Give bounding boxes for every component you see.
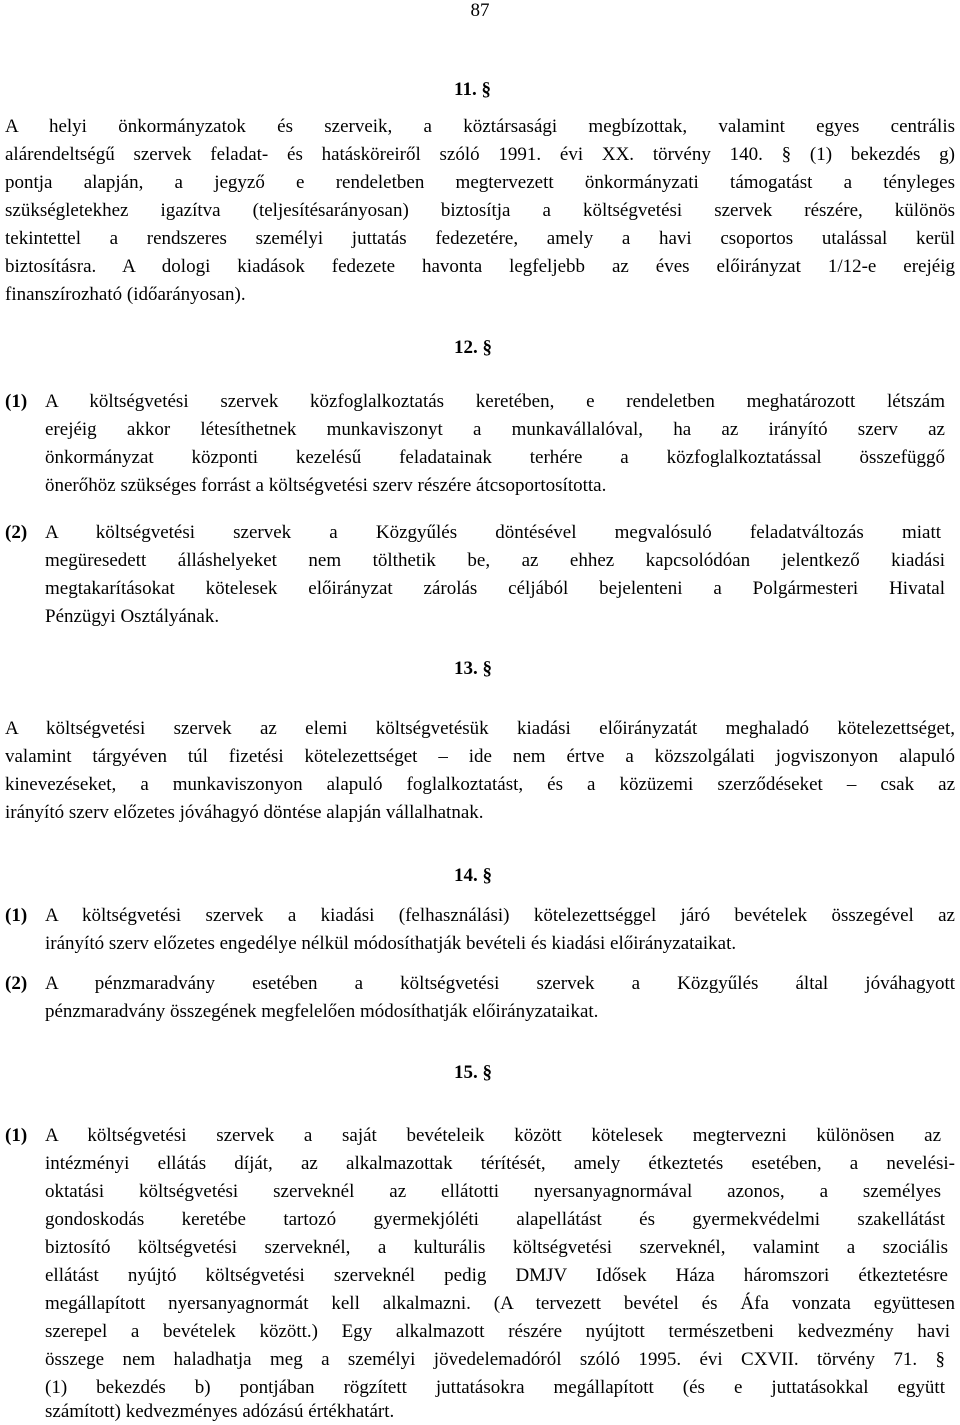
text-line: intézményi ellátás díját, az alkalmazottak térítését, amely étkeztetés esetében, a nevelési- (45, 1153, 955, 1174)
text-line: A költségvetési szervek közfoglalkoztatás keretében, e rendeletben meghatározott létszám (45, 391, 945, 412)
text-line: biztosításra. A dologi kiadások fedezete havonta legfeljebb az éves előirányzat 1/12-e erejéig (5, 256, 955, 277)
text-line: Pénzügyi Osztályának. (45, 606, 220, 627)
text-line: A költségvetési szervek az elemi költségvetésük kiadási előirányzatát meghaladó kötelezettséget, (5, 718, 955, 739)
text-line: valamint tárgyéven túl fizetési kötelezettséget – ide nem értve a közszolgálati jogviszonyon alapuló (5, 746, 955, 767)
text-line: A helyi önkormányzatok és szerveik, a köztársasági megbízottak, valamint egyes centrális (5, 116, 955, 137)
paragraph-marker: (2) (5, 522, 28, 543)
text-line: megállapított nyersanyagnormát kell alkalmazni. (A tervezett bevétel és Áfa vonzata együttesen (45, 1293, 955, 1314)
section-heading-13: 13. § (454, 658, 492, 679)
text-line: pontja alapján, a jegyző e rendeletben megtervezett önkormányzati támogatást a tényleges (5, 172, 955, 193)
text-line: megüresedett álláshelyeket nem tölthetik be, az ehhez kapcsolódóan jelentkező kiadási (45, 550, 945, 571)
text-line: biztosító költségvetési szerveknél, a kulturális költségvetési szerveknél, valamint a szociális (45, 1237, 948, 1258)
text-line: irányító szerv előzetes engedélye nélkül módosíthatják bevételi és kiadási előirányzataikat. (45, 933, 737, 954)
section-heading-14: 14. § (454, 865, 492, 886)
text-line: oktatási költségvetési szerveknél az ellátotti nyersanyagnormával azonos, a személyes (45, 1181, 941, 1202)
text-line: összege nem haladhatja meg a személyi jövedelemadóról szóló 1995. évi CXVII. törvény 71. § (45, 1349, 945, 1370)
text-line: erejéig akkor létesíthetnek munkaviszonyt a munkavállalóval, ha az irányító szerv az (45, 419, 945, 440)
paragraph-marker: (2) (5, 973, 28, 994)
text-line: A pénzmaradvány esetében a költségvetési szervek a Közgyűlés által jóváhagyott (45, 973, 955, 994)
paragraph-marker: (1) (5, 1125, 28, 1146)
text-line: számított) kedvezményes adózású értékhatárt. (45, 1401, 395, 1422)
page-number: 87 (470, 0, 490, 21)
text-line: szerepel a bevételek között.) Egy alkalmazott részére nyújtott természetbeni kedvezmény havi (45, 1321, 950, 1342)
text-line: irányító szerv előzetes jóváhagyó döntése alapján vállalhatnak. (5, 802, 484, 823)
text-line: megtakarításokat kötelesek előirányzat zárolás céljából bejelenteni a Polgármesteri Hivatal (45, 578, 945, 599)
text-line: pénzmaradvány összegének megfelelően módosíthatják előirányzataikat. (45, 1001, 599, 1022)
text-line: tekintettel a rendszeres személyi juttatás fedezetére, amely a havi csoportos utalással kerül (5, 228, 955, 249)
text-line: kinevezéseket, a munkaviszonyon alapuló foglalkoztatást, és a közüzemi szerződéseket – csak az (5, 774, 955, 795)
text-line: A költségvetési szervek a saját bevételeik között kötelesek megtervezni különösen az (45, 1125, 941, 1146)
text-line: önerőhöz szükséges forrást a költségvetési szerv részére átcsoportosította. (45, 475, 607, 496)
section-heading-15: 15. § (454, 1062, 492, 1083)
paragraph-marker: (1) (5, 391, 28, 412)
text-line: finanszírozható (időarányosan). (5, 284, 246, 305)
paragraph-marker: (1) (5, 905, 28, 926)
section-heading-11: 11. § (454, 79, 491, 100)
text-line: alárendeltségű szervek feladat- és hatásköreiről szóló 1991. évi XX. törvény 140. § (1) bekezdés g) (5, 144, 955, 165)
text-line: (1) bekezdés b) pontjában rögzített juttatásokra megállapított (és e juttatásokkal együtt (45, 1377, 945, 1398)
text-line: ellátást nyújtó költségvetési szerveknél pedig DMJV Idősek Háza háromszori étkeztetésre (45, 1265, 948, 1286)
text-line: A költségvetési szervek a Közgyűlés döntésével megvalósuló feladatváltozás miatt (45, 522, 941, 543)
text-line: A költségvetési szervek a kiadási (felhasználási) kötelezettséggel járó bevételek összegével az (45, 905, 955, 926)
section-heading-12: 12. § (454, 337, 492, 358)
text-line: gondoskodás keretébe tartozó gyermekjóléti alapellátást és gyermekvédelmi szakellátást (45, 1209, 945, 1230)
text-line: önkormányzat központi kezelésű feladatainak terhére a közfoglalkoztatással összefüggő (45, 447, 945, 468)
text-line: szükségletekhez igazítva (teljesítésarányosan) biztosítja a költségvetési szervek részére, különös (5, 200, 955, 221)
